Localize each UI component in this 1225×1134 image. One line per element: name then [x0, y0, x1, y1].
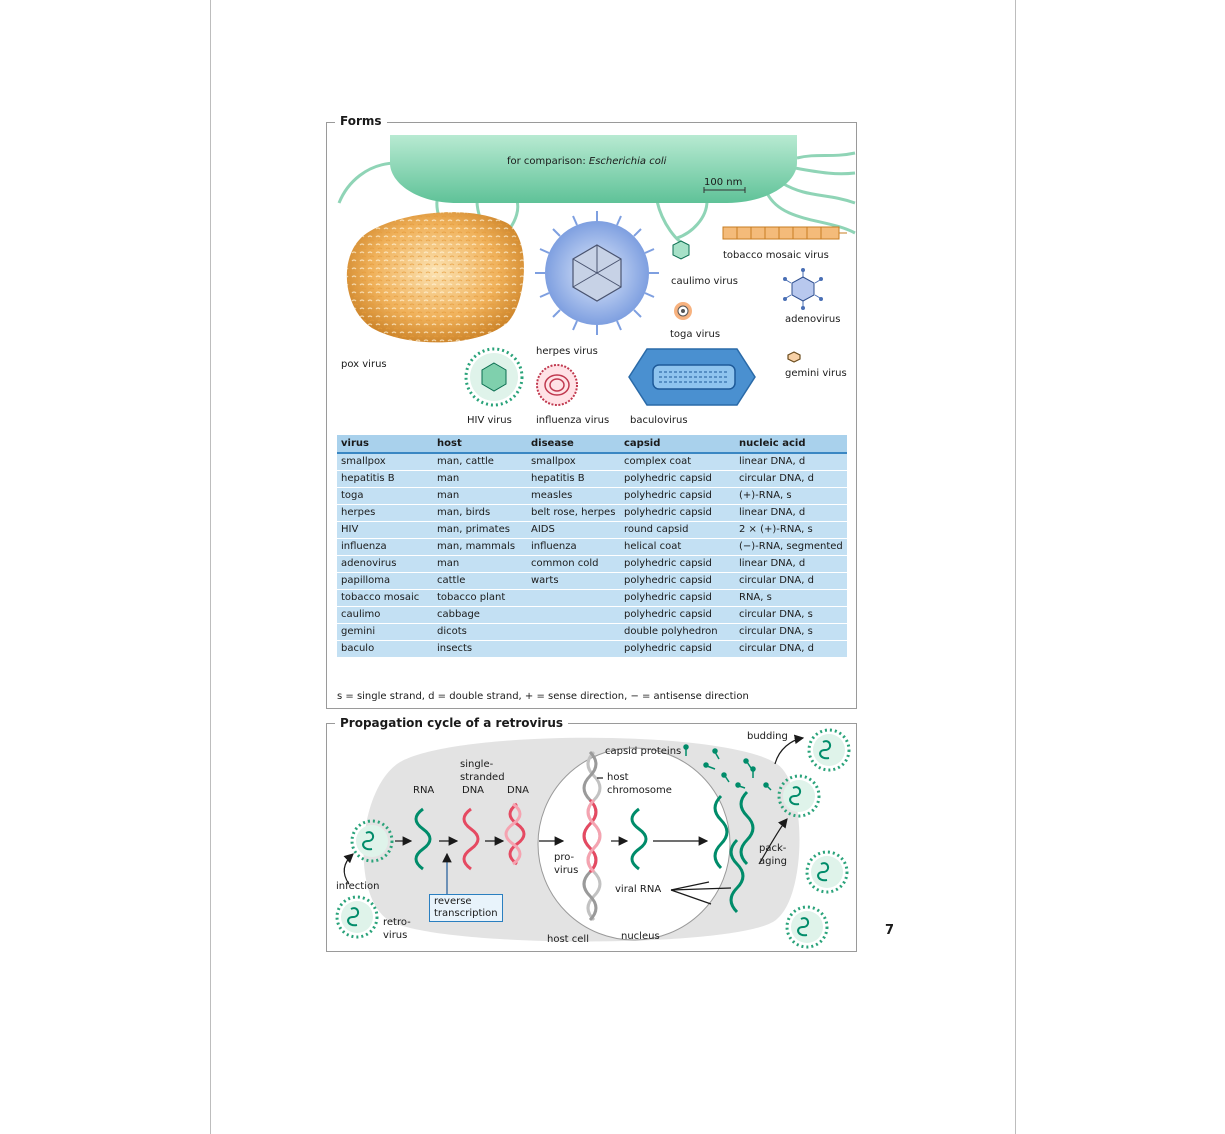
toga-virus-shape: [674, 302, 692, 320]
adenovirus-shape: [783, 268, 823, 310]
released-virus: [807, 852, 847, 892]
table-row: influenza man, mammals influenza helical coat (−)-RNA, segmented: [337, 539, 847, 556]
table-footnote: s = single strand, d = double strand, + = sense direction, − = antisense direction: [337, 691, 749, 702]
host-chromosome-label-2: chromosome: [607, 785, 672, 796]
col-capsid: capsid: [620, 435, 735, 453]
retrovirus-label-1: retro-: [383, 917, 411, 928]
col-nucleic-acid: nucleic acid: [735, 435, 847, 453]
page-left-edge: [210, 0, 211, 1134]
col-host: host: [433, 435, 527, 453]
retrovirus-label-2: virus: [383, 930, 408, 941]
forms-title: Forms: [335, 114, 387, 128]
table-row: gemini dicots double polyhedron circular DNA, s: [337, 624, 847, 641]
host-cell-label: host cell: [547, 934, 589, 945]
gemini-label: gemini virus: [785, 368, 847, 379]
influenza-label: influenza virus: [536, 415, 610, 426]
table-row: tobacco mosaic tobacco plant polyhedric capsid RNA, s: [337, 590, 847, 607]
col-disease: disease: [527, 435, 620, 453]
baculovirus-shape: [629, 349, 755, 405]
table-row: HIV man, primates AIDS round capsid 2 × (+)-RNA, s: [337, 522, 847, 539]
hiv-virus-shape: [466, 349, 522, 405]
herpes-virus-shape: [535, 211, 659, 335]
tobacco-mosaic-label: tobacco mosaic virus: [723, 250, 829, 261]
released-virus: [809, 730, 849, 770]
table-row: adenovirus man common cold polyhedric capsid linear DNA, d: [337, 556, 847, 573]
retrovirus-title: Propagation cycle of a retrovirus: [335, 716, 568, 730]
retrovirus-panel: [326, 723, 857, 952]
reverse-transcription-line-2: transcription: [434, 908, 498, 919]
forms-panel: [326, 122, 857, 709]
rna-label: RNA: [413, 785, 435, 796]
provirus-label-1: pro-: [554, 852, 575, 863]
adenovirus-label: adenovirus: [785, 314, 841, 325]
toga-label: toga virus: [670, 329, 721, 340]
table-row: papilloma cattle warts polyhedric capsid circular DNA, d: [337, 573, 847, 590]
table-row: baculo insects polyhedric capsid circular DNA, d: [337, 641, 847, 658]
budding-label: budding: [747, 731, 788, 742]
col-virus: virus: [337, 435, 433, 453]
pox-virus-shape: [347, 212, 524, 342]
ssdna-label-3: DNA: [462, 785, 485, 796]
caulimo-virus-shape: [673, 241, 689, 259]
gemini-virus-shape: [788, 352, 800, 362]
pox-label: pox virus: [341, 359, 387, 370]
table-row: hepatitis B man hepatitis B polyhedric capsid circular DNA, d: [337, 471, 847, 488]
herpes-label: herpes virus: [536, 346, 598, 357]
page-right-edge: [1015, 0, 1016, 1134]
reverse-transcription-line-1: reverse: [434, 896, 472, 907]
viral-rna-label: viral RNA: [615, 884, 662, 895]
ecoli-body: [390, 135, 797, 203]
capsid-proteins-label: capsid proteins: [605, 746, 682, 757]
reverse-transcription-box: [429, 894, 503, 922]
hiv-label: HIV virus: [467, 415, 512, 426]
table-row: caulimo cabbage polyhedric capsid circular DNA, s: [337, 607, 847, 624]
ssdna-label-2: stranded: [460, 772, 505, 783]
nucleus-label: nucleus: [621, 931, 660, 942]
table-row: smallpox man, cattle smallpox complex coat linear DNA, d: [337, 453, 847, 471]
page-number: 7: [885, 923, 895, 938]
table-row: toga man measles polyhedric capsid (+)-RNA, s: [337, 488, 847, 505]
packaging-label-1: pack-: [759, 843, 787, 854]
dna-label: DNA: [507, 785, 530, 796]
tobacco-mosaic-virus-shape: [723, 227, 847, 239]
baculovirus-label: baculovirus: [630, 415, 688, 426]
released-virus: [787, 907, 827, 947]
ssdna-label-1: single-: [460, 759, 494, 770]
nucleus-shape: [538, 748, 730, 940]
host-chromosome-label-1: host: [607, 772, 629, 783]
table-row: herpes man, birds belt rose, herpes polyhedric capsid linear DNA, d: [337, 505, 847, 522]
forms-illustration: [327, 123, 856, 423]
infection-label: infection: [336, 881, 380, 892]
ecoli-label: for comparison: Escherichia coli: [507, 156, 667, 167]
retrovirus-particle: [337, 897, 377, 937]
packaging-label-2: aging: [759, 856, 787, 867]
scale-label: 100 nm: [704, 177, 743, 188]
caulimo-label: caulimo virus: [671, 276, 738, 287]
provirus-label-2: virus: [554, 865, 579, 876]
influenza-virus-shape: [537, 365, 577, 405]
virus-table: [337, 435, 847, 657]
table-header-row: [337, 435, 847, 453]
